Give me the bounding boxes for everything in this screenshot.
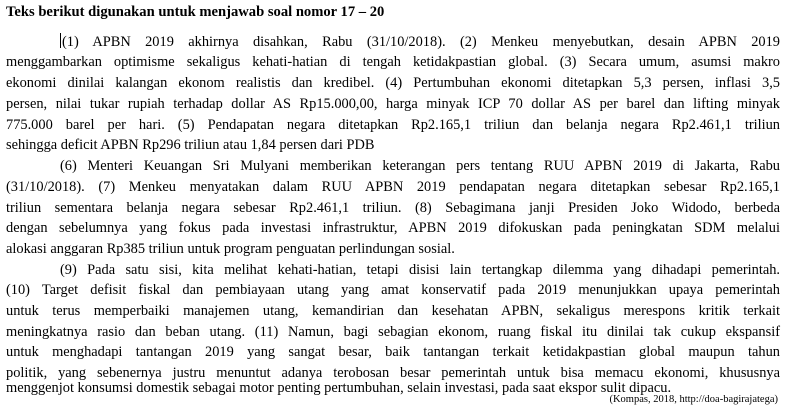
text-cursor [60, 33, 61, 48]
text-line: sehingga deficit APBN Rp296 triliun atau 1,84 persen dari PDB [6, 137, 375, 153]
text-line-cursor[interactable] [60, 32, 780, 52]
text-line: dengan sebelumnya yang fokus pada investasi infrastruktur, APBN 2019 difokuskan pada peningkatan SDM melalui [6, 220, 780, 236]
text-line: ekonomi dinilai kalangan ekonom realistis dan kredibel. (4) Pertumbuhan ekonomi ditetapkan 5,3 persen, inflasi 3,5 [6, 75, 780, 91]
text-line: menggambarkan optimisme sekaligus kehati-hatian di tengah ketidakpastian global. (3) Secara umum, asumsi makro [6, 54, 780, 70]
text-line: (6) Menteri Keuangan Sri Mulyani memberikan keterangan pers tentang RUU APBN 2019 di Jakarta, Rabu [60, 158, 780, 174]
document-title: Teks berikut digunakan untuk menjawab soal nomor 17 – 20 [6, 4, 385, 20]
text-line: meningkatnya rasio dan beban utang. (11) Namun, bagi sebagian ekonom, ruang fiskal itu dinilai tak cukup ekspansif [6, 324, 780, 340]
text-line: 775.000 barel per hari. (5) Pendapatan negara ditetapkan Rp2.165,1 triliun dan belanja negara Rp2.461,1 triliun [6, 117, 780, 133]
text-line: menggenjot konsumsi domestik sebagai motor penting pertumbuhan, selain investasi, pada saat ekspor sulit dipacu. [6, 380, 672, 396]
source-citation: (Kompas, 2018, http://doa-bagirajatega) [609, 394, 778, 405]
text-line: untuk menghadapi tantangan 2019 yang sangat besar, baik tantangan terkait ketidakpastian global maupun tahun [6, 344, 780, 360]
text-line: (9) Pada satu sisi, kita melihat kehati-hatian, tetapi disisi lain tertangkap dilemma yang dihadapi pemerintah. [60, 262, 780, 278]
text-line: triliun sementara belanja negara sebesar Rp2.461,1 triliun. (8) Sebagimana janji Presiden Joko Widodo, berbeda [6, 200, 780, 216]
text-line: (10) Target defisit fiskal dan pembiayaan utang yang amat konservatif pada 2019 menunjukkan upaya pemerintah [6, 282, 780, 298]
text-line: (31/10/2018). (7) Menkeu menyatakan dalam RUU APBN 2019 pendapatan negara ditetapkan sebesar Rp2.165,1 [6, 179, 780, 195]
text-line: politik, yang sebenernya justru menuntut adanya terobosan besar pemerintah untuk bisa memacu ekonomi, khususnya [6, 365, 780, 381]
text-line: untuk terus memperbaiki manajemen utang, kemandirian dan kesehatan APBN, sekaligus merespons kritik terkait [6, 303, 780, 319]
text-line: alokasi anggaran Rp385 triliun untuk program penguatan perlindungan sosial. [6, 241, 455, 257]
text-line: (1) APBN 2019 akhirnya disahkan, Rabu (31/10/2018). (2) Menkeu menyebutkan, desain APBN 2019 [62, 34, 780, 50]
text-line: persen, nilai tukar rupiah terhadap dollar AS Rp15.000,00, harga minyak ICP 70 dollar AS per barel dan lifting minyak [6, 96, 780, 112]
